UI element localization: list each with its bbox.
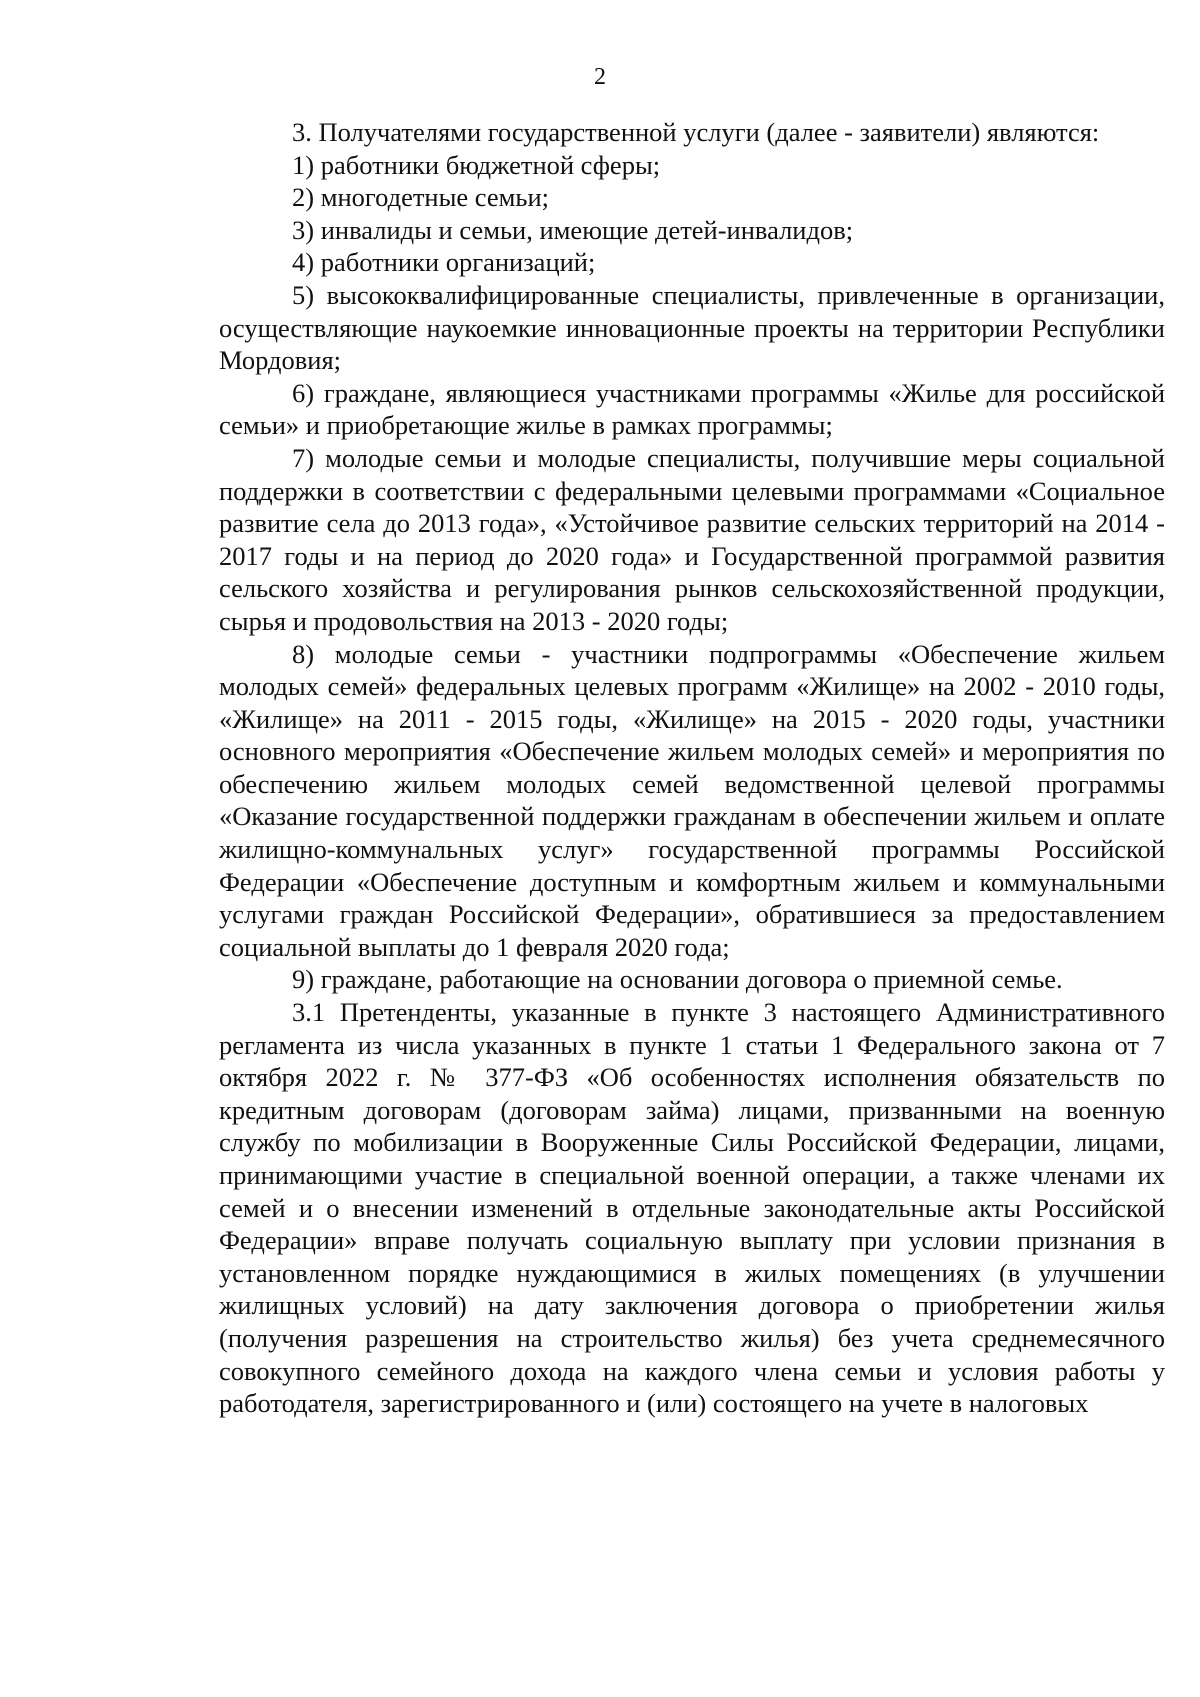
page-number: 2 [594,64,606,90]
list-item-public-sector-workers: 1) работники бюджетной сферы; [292,149,661,180]
list-item-housing-program-participants: 6) граждане, являющиеся участниками программы «Жилье для российской семьи» и приобретающие жилье в рамках программы; [219,377,1165,441]
paragraph-recipients-intro: 3. Получателями государственной услуги (далее - заявители) являются: [292,117,1100,147]
document-body [219,116,1165,1420]
list-item-disabled-persons: 3) инвалиды и семьи, имеющие детей-инвалидов; [292,214,854,245]
list-item-organization-workers: 4) работники организаций; [292,247,596,278]
paragraph-3-1-applicants: 3.1 Претенденты, указанные в пункте 3 настоящего Административного регламента из числа указанных в пункте 1 статьи 1 Федерального закона от 7 октября 2022 г. № 377-ФЗ «Об особенностях исполнения обязательств по кредитным договорам (договорам займа) лицами, призванными на военную службу по мобилизации в Вооруженные Силы Российской Федерации, лицами, принимающими участие в специальной военной операции, а также членами их семей и о внесении изменений в отдельные законодательные акты Российской Федерации» вправе получать социальную выплату при условии признания в установленном порядке нуждающимися в жилых помещениях (в улучшении жилищных условий) на дату заключения договора о приобретении жилья (получения разрешения на строительство жилья) без учета среднемесячного совокупного семейного дохода на каждого члена семьи и условия работы у работодателя, зарегистрированного и (или) состоящего на учете в налоговых [219,997,1165,1419]
list-item-young-families-rural: 7) молодые семьи и молодые специалисты, получившие меры социальной поддержки в соответствии с федеральными целевыми программами «Социальное развитие села до 2013 года», «Устойчивое развитие сельских территорий на 2014 - 2017 годы и на период до 2020 года» и Государственной программой развития сельского хозяйства и регулирования рынков сельскохозяйственной продукции, сырья и продовольствия на 2013 - 2020 годы; [219,442,1165,636]
list-item-qualified-specialists: 5) высококвалифицированные специалисты, привлеченные в организации, осуществляющие наукоемкие инновационные проекты на территории Республики Мордовия; [219,279,1165,376]
list-item-large-families: 2) многодетные семьи; [292,182,550,213]
list-item-young-families-housing: 8) молодые семьи - участники подпрограммы «Обеспечение жильем молодых семей» федеральных целевых программ «Жилище» на 2002 - 2010 годы, «Жилище» на 2011 - 2015 годы, «Жилище» на 2015 - 2020 годы, участники основного мероприятия «Обеспечение жильем молодых семей» и мероприятия по обеспечению жильем молодых семей ведомственной целевой программы «Оказание государственной поддержки гражданам в обеспечении жильем и оплате жилищно-коммунальных услуг» государственной программы Российской Федерации «Обеспечение доступным и комфортным жильем и коммунальными услугами граждан Российской Федерации», обратившиеся за предоставлением социальной выплаты до 1 февраля 2020 года; [219,638,1165,962]
list-item-foster-family: 9) граждане, работающие на основании договора о приемной семье. [292,964,1063,995]
